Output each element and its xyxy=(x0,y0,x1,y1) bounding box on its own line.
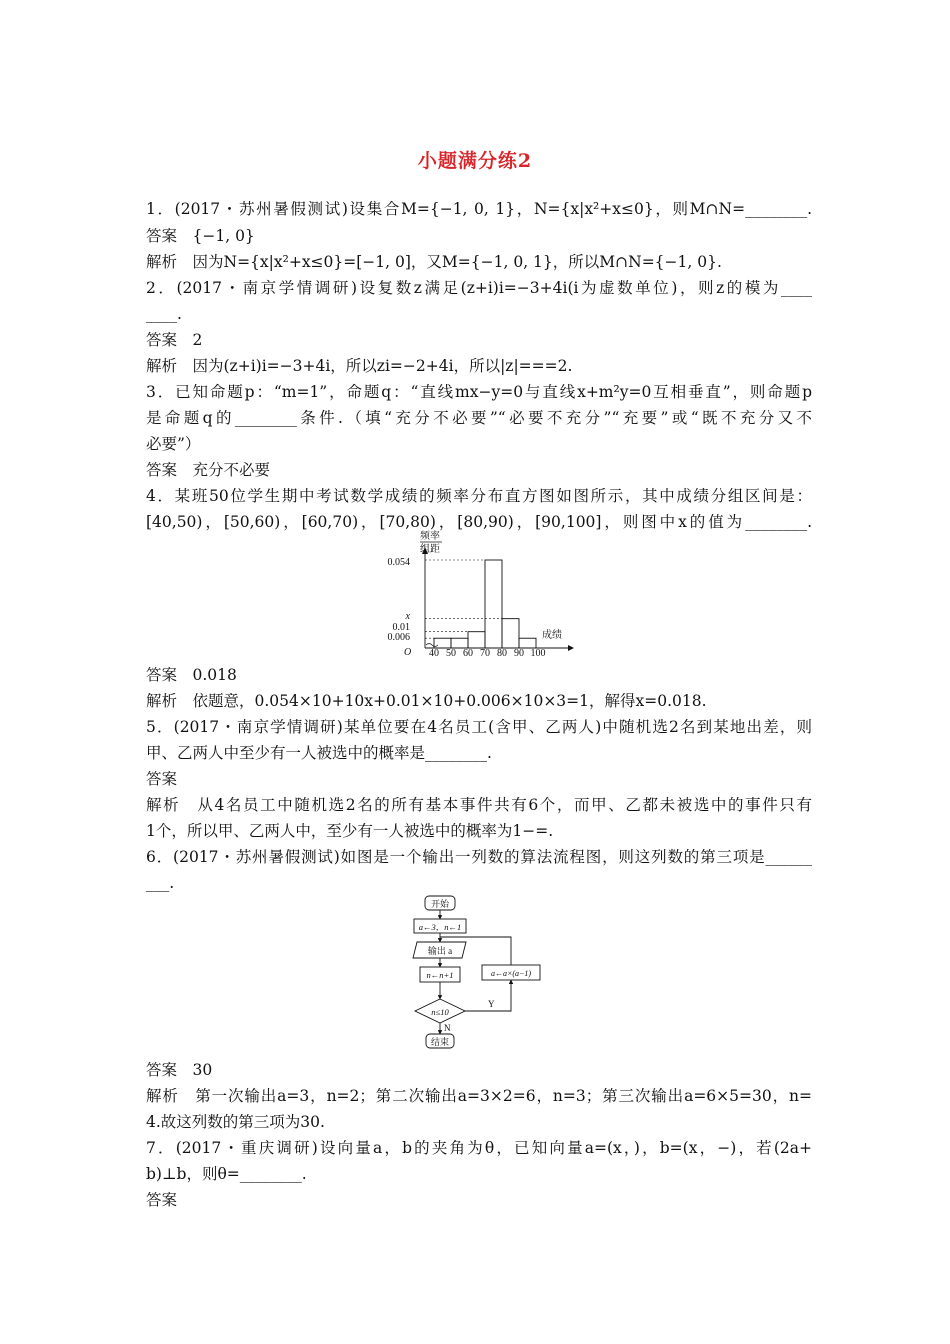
q4-answer: 答案 0.018 xyxy=(146,666,237,684)
q3-answer: 答案 充分不必要 xyxy=(146,461,271,479)
q2-question: 2．(2017・南京学情调研)设复数z满足(z+i)i=−3+4i(i为虚数单位)，则z的模为____ xyxy=(146,279,812,297)
frequency-histogram xyxy=(370,528,590,662)
x-tick-60: 60 xyxy=(463,648,473,659)
histogram-bar-2 xyxy=(468,632,485,648)
q5-question: 5．(2017・南京学情调研)某单位要在4名员工(含甲、乙两人)中随机选2名到某地出差，则 xyxy=(146,718,812,736)
histogram-bar-3 xyxy=(485,560,502,648)
q3-question-cont: 是命题q的________条件.（填“充分不必要”“必要不充分”“充要”或“既不充分又不 xyxy=(146,409,812,427)
x-tick-50: 50 xyxy=(446,648,456,659)
q7-question: 7．(2017・重庆调研)设向量a，b的夹角为θ，已知向量a=(x，)，b=(x，−)，若(2a+ xyxy=(146,1139,812,1157)
flow-output-label: 输出 a xyxy=(427,946,453,956)
axis-break-mark xyxy=(426,644,438,647)
q7-question-cont: b)⊥b，则θ=________. xyxy=(146,1165,307,1183)
flow-yes-label: Y xyxy=(488,999,495,1009)
x-tick-100: 100 xyxy=(530,648,546,659)
x-tick-70: 70 xyxy=(480,648,490,659)
flow-no-label: N xyxy=(444,1023,451,1033)
q6-question-cont: ___. xyxy=(146,874,175,892)
flow-init-label: a←3，n←1 xyxy=(418,922,462,932)
q2-analysis: 解析 因为(z+i)i=−3+4i，所以zi=−2+4i，所以|z|===2. xyxy=(146,357,573,375)
x-tick-40: 40 xyxy=(429,648,439,659)
flow-increment-label: n←n+1 xyxy=(426,970,454,980)
q6-analysis-cont: 4.故这列数的第三项为30. xyxy=(146,1113,325,1131)
flow-start-label: 开始 xyxy=(430,899,450,909)
q5-answer: 答案 xyxy=(146,770,178,788)
y-tick-001: 0.01 xyxy=(392,622,410,633)
q1-answer: 答案 {−1, 0} xyxy=(146,227,255,245)
q5-analysis-cont: 1个，所以甲、乙两人中，至少有一人被选中的概率为1−=. xyxy=(146,822,554,840)
y-tick-x: x xyxy=(405,611,410,622)
histogram-ylabel-top: 频率 xyxy=(420,531,440,542)
page-title: 小题满分练2 xyxy=(417,150,533,172)
q6-analysis: 解析 第一次输出a=3，n=2；第二次输出a=3×2=6，n=3；第三次输出a=6×5=30，n= xyxy=(146,1087,812,1105)
histogram-ylabel-bottom: 组距 xyxy=(420,544,440,555)
q6-question: 6．(2017・苏州暑假测试)如图是一个输出一列数的算法流程图，则这列数的第三项是______ xyxy=(146,848,812,866)
q3-question-end: 必要”） xyxy=(146,435,201,453)
q7-answer: 答案 xyxy=(146,1191,178,1209)
q4-analysis: 解析 依题意，0.054×10+10x+0.01×10+0.006×10×3=1，解得x=0.018. xyxy=(146,692,707,710)
histogram-origin: O xyxy=(404,647,412,658)
q2-question-cont: ____. xyxy=(146,305,182,323)
histogram-bar-1 xyxy=(451,638,468,648)
q4-question-cont: [40,50)，[50,60)，[60,70)，[70,80)，[80,90)，[90,100]，则图中x的值为________. xyxy=(146,513,812,531)
x-tick-80: 80 xyxy=(497,648,507,659)
q1-question: 1．(2017・苏州暑假测试)设集合M={−1, 0, 1}，N={x|x²+x≤0}，则M∩N=________. xyxy=(146,200,812,218)
x-axis-arrow xyxy=(568,645,574,651)
algorithm-flowchart xyxy=(400,893,560,1055)
q5-analysis: 解析 从4名员工中随机选2名的所有基本事件共有6个，而甲、乙都未被选中的事件只有 xyxy=(146,796,812,814)
flow-end-label: 结束 xyxy=(430,1037,450,1047)
q3-question: 3．已知命题p：“m=1”，命题q：“直线mx−y=0与直线x+m²y=0互相垂直”，则命题p xyxy=(146,383,812,401)
histogram-bar-0 xyxy=(434,638,451,648)
q6-answer: 答案 30 xyxy=(146,1061,213,1079)
histogram-bar-5 xyxy=(519,638,536,648)
y-tick-0006: 0.006 xyxy=(387,632,410,643)
flow-condition-label: n≤10 xyxy=(431,1007,449,1017)
q4-question: 4．某班50位学生期中考试数学成绩的频率分布直方图如图所示，其中成绩分组区间是： xyxy=(146,487,812,505)
q5-question-cont: 甲、乙两人中至少有一人被选中的概率是________. xyxy=(146,744,492,762)
x-tick-90: 90 xyxy=(514,648,524,659)
flow-update-label: a←a×(a−1) xyxy=(490,969,532,978)
histogram-bar-4 xyxy=(502,619,519,648)
q2-answer: 答案 2 xyxy=(146,331,203,349)
y-tick-0054: 0.054 xyxy=(387,557,410,568)
q1-analysis: 解析 因为N={x|x²+x≤0}=[−1, 0]，又M={−1, 0, 1}，所以M∩N={−1, 0}. xyxy=(146,253,722,271)
histogram-xlabel: 成绩 xyxy=(542,630,562,641)
